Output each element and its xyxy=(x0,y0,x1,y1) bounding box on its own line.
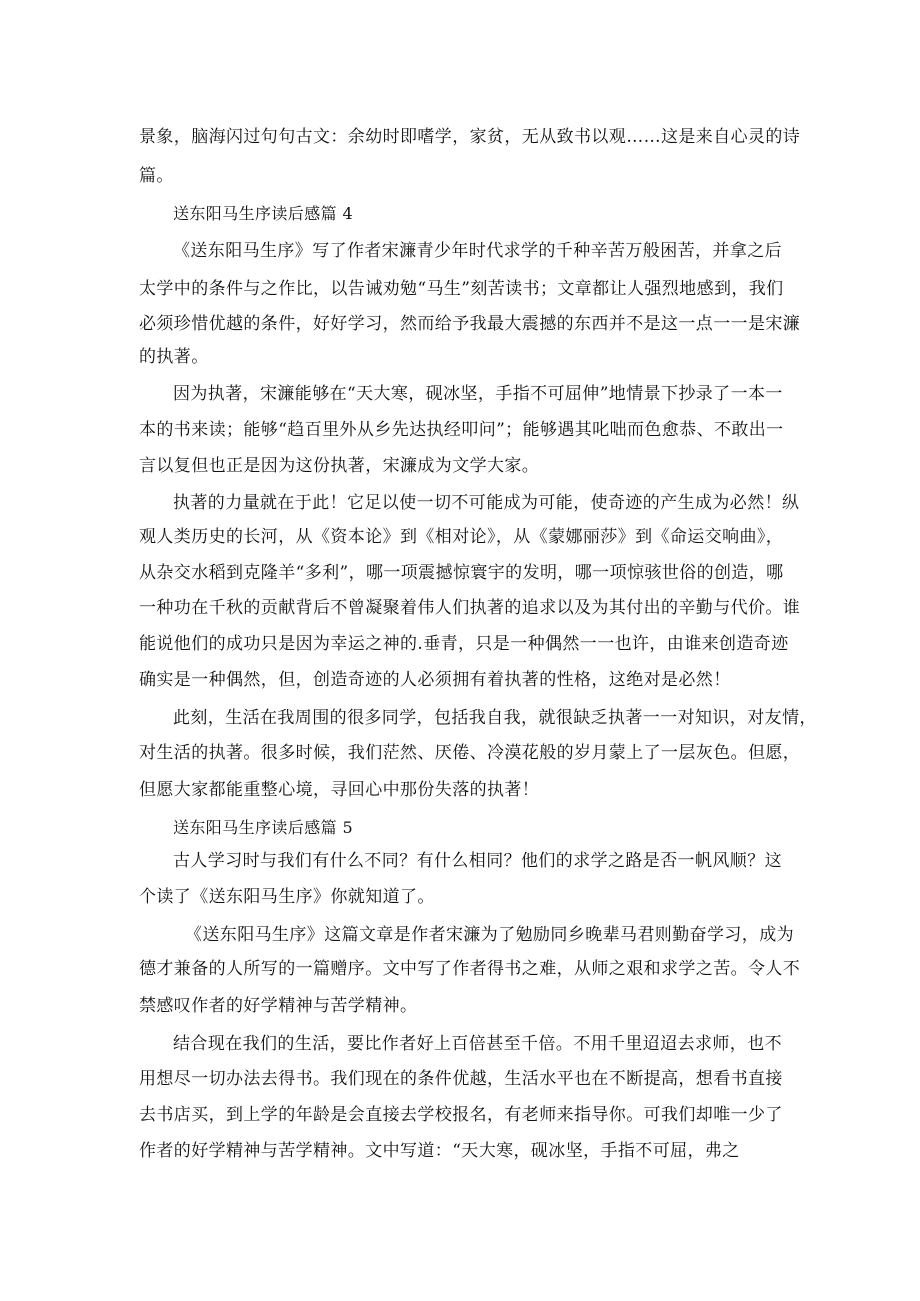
text-line: 德才兼备的人所写的一篇赠序。文中写了作者得书之难，从师之艰和求学之苦。令人不 xyxy=(139,959,801,979)
text-line: 确实是一种偶然，但，创造奇迹的人必须拥有着执著的性格，这绝对是必然！ xyxy=(139,670,731,690)
text-line: 因为执著，宋濂能够在“天大寒，砚冰坚，手指不可屈伸”地情景下抄录了一本一 xyxy=(173,384,783,404)
text-line: 观人类历史的长河，从《资本论》到《相对论》，从《蒙娜丽莎》到《命运交响曲》， xyxy=(139,527,784,547)
text-line: 禁感叹作者的好学精神与苦学精神。 xyxy=(139,996,418,1016)
text-line: 从杂交水稻到克隆羊“多利”，哪一项震撼惊寰宇的发明，哪一项惊骇世俗的创造，哪 xyxy=(139,563,784,583)
text-line: 景象，脑海闪过句句古文：余幼时即嗜学，家贫，无从致书以观……这是来自心灵的诗 xyxy=(139,127,801,147)
text-line: 用想尽一切办法去得书。我们现在的条件优越，生活水平也在不断提高，想看书直接 xyxy=(139,1069,783,1089)
section-heading: 送东阳马生序读后感篇 5 xyxy=(173,818,354,837)
text-line: 的执著。 xyxy=(139,347,209,367)
text-line: 此刻，生活在我周围的很多同学，包括我自我，就很缺乏执著一一对知识，对友情， xyxy=(173,708,817,728)
text-line: 篇。 xyxy=(139,166,174,186)
text-line: 《送东阳马生序》写了作者宋濂青少年时代求学的千种辛苦万般困苦，并拿之后 xyxy=(173,241,782,261)
text-line: 执著的力量就在于此！它足以使一切不可能成为可能，使奇迹的产生成为必然！纵 xyxy=(173,493,800,513)
text-line: 言以复但也正是因为这份执著，宋濂成为文学大家。 xyxy=(139,456,540,476)
text-line: 《送东阳马生序》这篇文章是作者宋濂为了勉励同乡晚辈马君则勤奋学习，成为 xyxy=(185,925,794,945)
text-line: 能说他们的成功只是因为幸运之神的.垂青，只是一种偶然一一也许，由谁来创造奇迹 xyxy=(139,634,789,654)
text-line: 对生活的执著。很多时候，我们茫然、厌倦、冷漠花般的岁月蒙上了一层灰色。但愿， xyxy=(139,743,801,763)
text-line: 必须珍惜优越的条件，好好学习，然而给予我最大震撼的东西并不是这一点一一是宋濂 xyxy=(139,314,801,334)
text-line: 一种功在千秋的贡献背后不曾凝聚着伟人们执著的追求以及为其付出的辛勤与代价。谁 xyxy=(139,598,801,618)
section-heading: 送东阳马生序读后感篇 4 xyxy=(173,204,354,223)
text-line: 作者的好学精神与苦学精神。文中写道：“天大寒，砚冰坚，手指不可屈，弗之 xyxy=(139,1141,740,1161)
text-line: 去书店买，到上学的年龄是会直接去学校报名，有老师来指导你。可我们却唯一少了 xyxy=(139,1105,783,1125)
text-line: 个读了《送东阳马生序》你就知道了。 xyxy=(139,887,435,907)
text-line: 但愿大家都能重整心境，寻回心中那份失落的执著！ xyxy=(139,780,540,800)
text-line: 结合现在我们的生活，要比作者好上百倍甚至千倍。不用千里迢迢去求师，也不 xyxy=(173,1034,782,1054)
text-line: 太学中的条件与之作比，以告诫劝勉“马生”刻苦读书；文章都让人强烈地感到，我们 xyxy=(139,279,784,299)
text-line: 本的书来读；能够“趋百里外从乡先达执经叩问”；能够遇其叱咄而色愈恭、不敢出一 xyxy=(139,420,784,440)
text-line: 古人学习时与我们有什么不同？有什么相同？他们的求学之路是否一帆风顺？这 xyxy=(173,851,782,871)
